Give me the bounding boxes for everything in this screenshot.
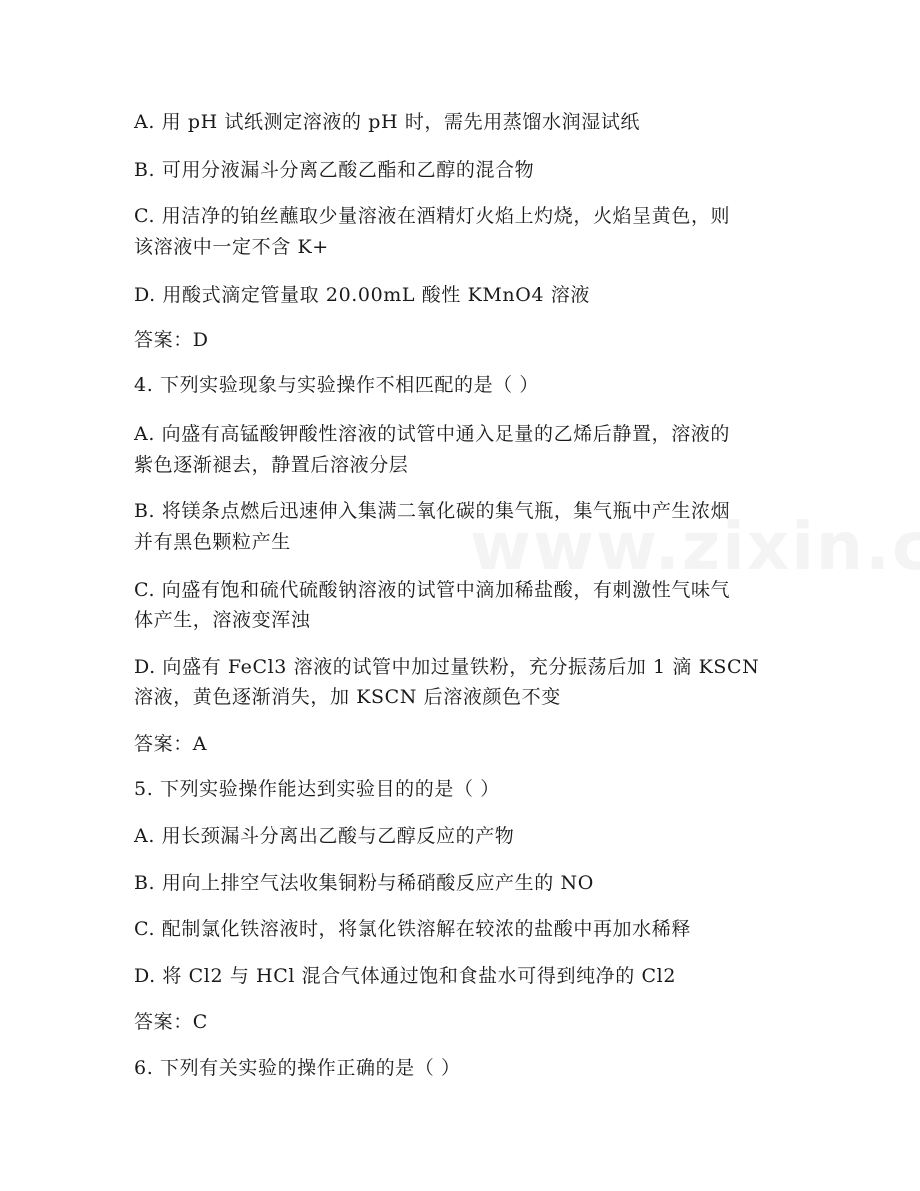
option-a-q4-line2: 紫色逐渐褪去，静置后溶液分层 — [134, 454, 409, 476]
option-a-q4-line1: A. 向盛有高锰酸钾酸性溶液的试管中通入足量的乙烯后静置，溶液的 — [134, 423, 731, 445]
option-c-q5: C. 配制氯化铁溶液时，将氯化铁溶解在较浓的盐酸中再加水稀释 — [134, 918, 691, 940]
option-c-q4-line1: C. 向盛有饱和硫代硫酸钠溶液的试管中滴加稀盐酸，有刺激性气味气 — [134, 579, 731, 601]
question-5: 5. 下列实验操作能达到实验目的的是（ ） — [134, 778, 500, 800]
option-b-q5: B. 用向上排空气法收集铜粉与稀硝酸反应产生的 NO — [134, 872, 594, 894]
answer-q5: 答案：C — [134, 1011, 208, 1033]
answer-q3: 答案：D — [134, 329, 209, 351]
question-4: 4. 下列实验现象与实验操作不相匹配的是（ ） — [134, 374, 540, 396]
option-d-q3: D. 用酸式滴定管量取 20.00mL 酸性 KMnO4 溶液 — [134, 284, 590, 306]
option-d-q4-line1: D. 向盛有 FeCl3 溶液的试管中加过量铁粉，充分振荡后加 1 滴 KSCN — [134, 656, 760, 678]
option-b-q4-line2: 并有黑色颗粒产生 — [134, 531, 291, 553]
option-c-q3-line2: 该溶液中一定不含 K+ — [134, 236, 329, 258]
option-a-q3: A. 用 pH 试纸测定溶液的 pH 时，需先用蒸馏水润湿试纸 — [134, 111, 641, 133]
option-b-q3: B. 可用分液漏斗分离乙酸乙酯和乙醇的混合物 — [134, 159, 535, 181]
answer-q4: 答案：A — [134, 733, 208, 755]
option-d-q4-line2: 溶液，黄色逐渐消失，加 KSCN 后溶液颜色不变 — [134, 686, 561, 708]
option-d-q5: D. 将 Cl2 与 HCl 混合气体通过饱和食盐水可得到纯净的 Cl2 — [134, 965, 677, 987]
question-6: 6. 下列有关实验的操作正确的是（ ） — [134, 1057, 461, 1079]
option-c-q4-line2: 体产生，溶液变浑浊 — [134, 609, 311, 631]
option-a-q5: A. 用长颈漏斗分离出乙酸与乙醇反应的产物 — [134, 825, 515, 847]
option-c-q3-line1: C. 用洁净的铂丝蘸取少量溶液在酒精灯火焰上灼烧，火焰呈黄色，则 — [134, 205, 731, 227]
option-b-q4-line1: B. 将镁条点燃后迅速伸入集满二氧化碳的集气瓶，集气瓶中产生浓烟 — [134, 500, 731, 522]
